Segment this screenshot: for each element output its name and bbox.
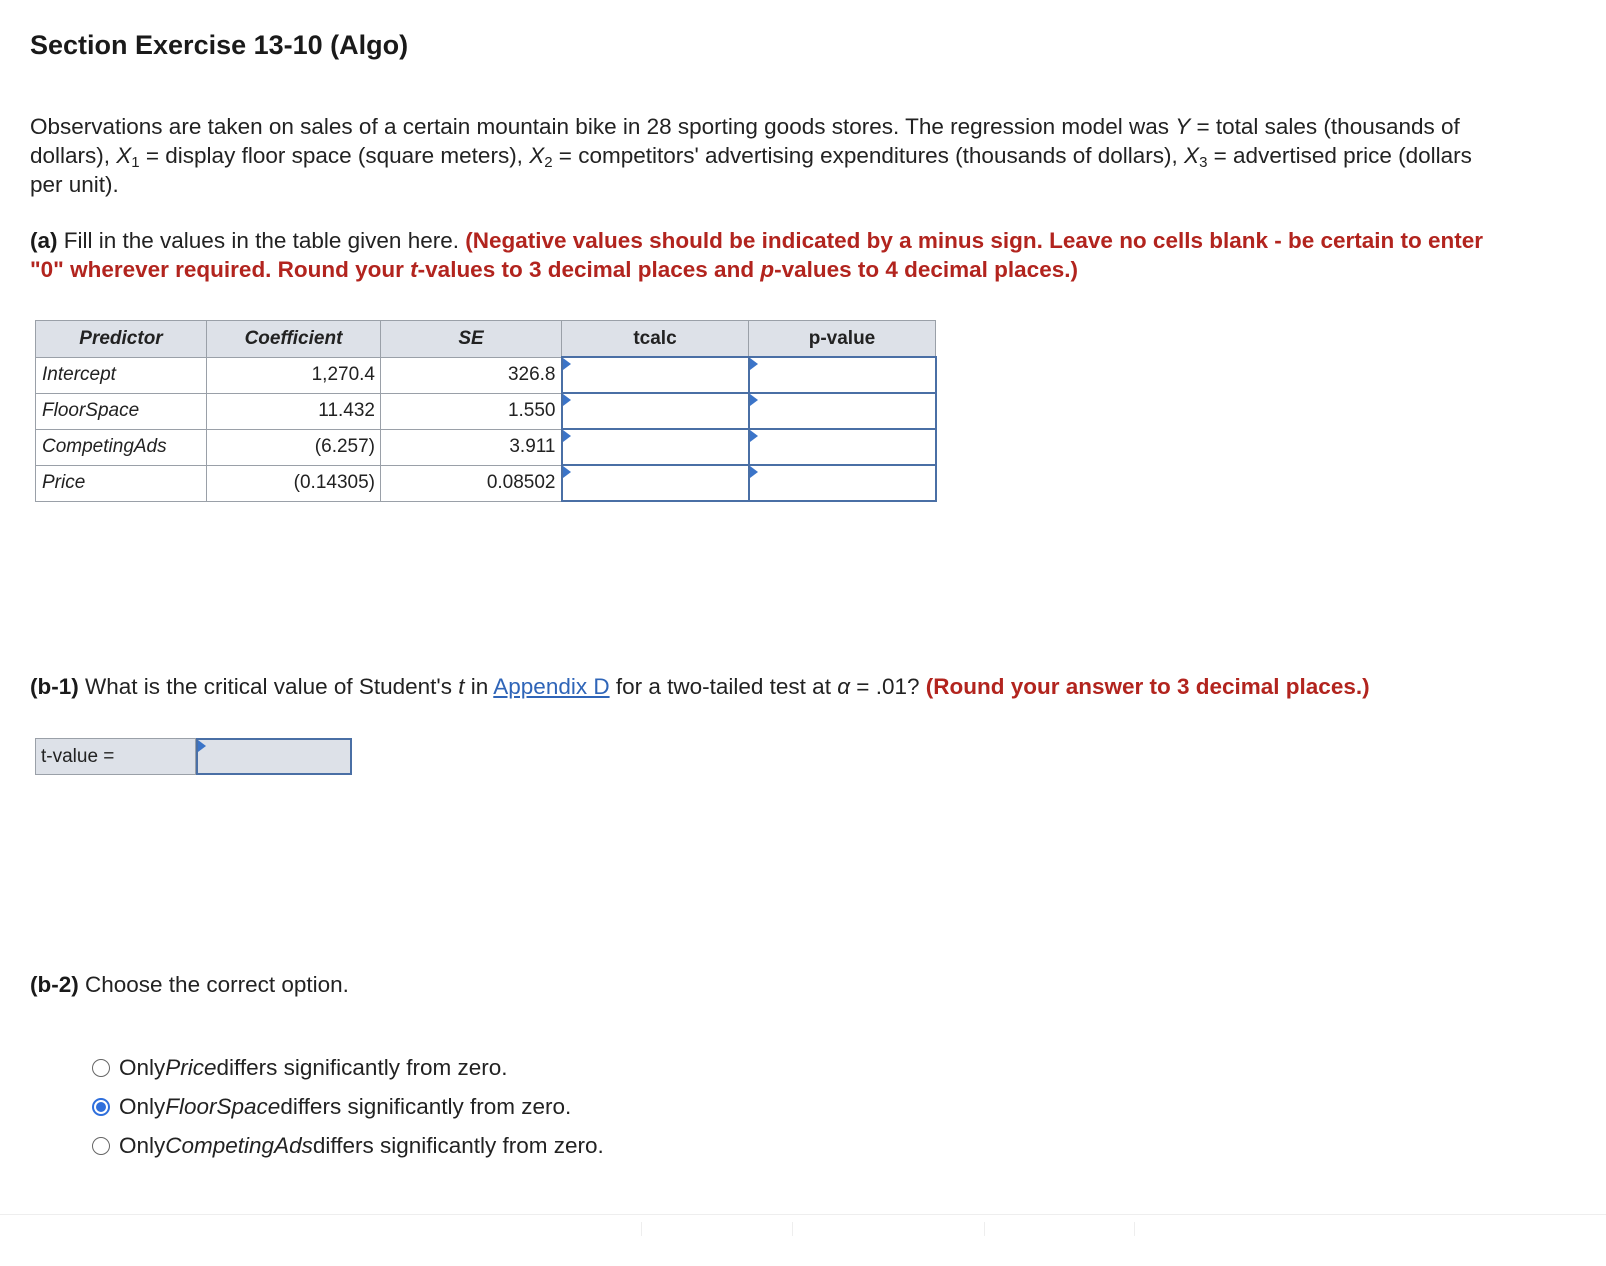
appendix-d-link[interactable]: Appendix D: [493, 674, 610, 699]
tcalc-cell: [562, 465, 749, 501]
t-value-field: [196, 738, 352, 775]
tcalc-cell: [562, 429, 749, 465]
radio-button-selected[interactable]: [92, 1098, 110, 1116]
pvalue-input[interactable]: [750, 358, 935, 392]
footer-divider: [1134, 1222, 1135, 1236]
footer-divider: [984, 1222, 985, 1236]
problem-intro: Observations are taken on sales of a certain mountain bike in 28 sporting goods stores. The regression model was Y = total sales (thousands of dollars), $X_1$ = display floor space (square meters), $X_2$ = competitors' advertising expenditures (thousands of dollars), $X_3$ = advertised price (dollars per unit).: [30, 114, 1472, 197]
table-row: [36, 393, 936, 429]
se-cell: 0.08502: [381, 465, 562, 501]
header-predictor: Predictor: [36, 321, 207, 358]
se-cell: 1.550: [381, 393, 562, 429]
predictor-cell: Intercept: [36, 357, 207, 393]
part-a-instructions: (a) Fill in the values in the table given here. (Negative values should be indicated by a minus sign. Leave no cells blank - be certain to enter "0" wherever required. Round your t-values to 3 decimal places and p-values to 4 decimal places.): [30, 228, 1484, 282]
pvalue-cell: [749, 429, 936, 465]
tcalc-input[interactable]: [563, 394, 748, 428]
coefficient-cell: (0.14305): [207, 465, 381, 501]
table-row: [36, 429, 936, 465]
table-row: [36, 357, 936, 393]
radio-button[interactable]: [92, 1137, 110, 1155]
option-price[interactable]: Only Price differs significantly from zero.: [92, 1048, 604, 1087]
se-cell: 3.911: [381, 429, 562, 465]
header-coefficient: Coefficient: [207, 321, 381, 358]
header-tcalc: tcalc: [562, 321, 749, 358]
se-cell: 326.8: [381, 357, 562, 393]
regression-table: [35, 320, 937, 502]
t-value-answer: [35, 738, 352, 775]
pvalue-cell: [749, 465, 936, 501]
footer-divider: [641, 1222, 642, 1236]
part-b2-question: (b-2) Choose the correct option.: [30, 972, 349, 997]
footer-divider: [0, 1214, 1606, 1215]
radio-button[interactable]: [92, 1059, 110, 1077]
table-row: [36, 465, 936, 501]
pvalue-input[interactable]: [750, 430, 935, 464]
coefficient-cell: (6.257): [207, 429, 381, 465]
pvalue-cell: [749, 393, 936, 429]
header-pvalue: p-value: [749, 321, 936, 358]
predictor-cell: CompetingAds: [36, 429, 207, 465]
tcalc-input[interactable]: [563, 430, 748, 464]
predictor-cell: FloorSpace: [36, 393, 207, 429]
tcalc-input[interactable]: [563, 358, 748, 392]
pvalue-input[interactable]: [750, 466, 935, 500]
predictor-cell: Price: [36, 465, 207, 501]
tcalc-input[interactable]: [563, 466, 748, 500]
pvalue-input[interactable]: [750, 394, 935, 428]
t-value-input[interactable]: [198, 740, 350, 773]
coefficient-cell: 11.432: [207, 393, 381, 429]
tcalc-cell: [562, 357, 749, 393]
footer-divider: [792, 1222, 793, 1236]
tcalc-cell: [562, 393, 749, 429]
coefficient-cell: 1,270.4: [207, 357, 381, 393]
part-b1-question: (b-1) What is the critical value of Student's t in Appendix D for a two-tailed test at α = .01? (Round your answer to 3 decimal places.): [30, 674, 1370, 699]
page-title: Section Exercise 13-10 (Algo): [30, 30, 409, 60]
t-value-label: t-value =: [35, 738, 196, 775]
option-floorspace[interactable]: Only FloorSpace differs significantly from zero.: [92, 1087, 604, 1126]
header-se: SE: [381, 321, 562, 358]
radio-options: [92, 1048, 604, 1165]
option-competingads[interactable]: Only CompetingAds differs significantly from zero.: [92, 1126, 604, 1165]
pvalue-cell: [749, 357, 936, 393]
